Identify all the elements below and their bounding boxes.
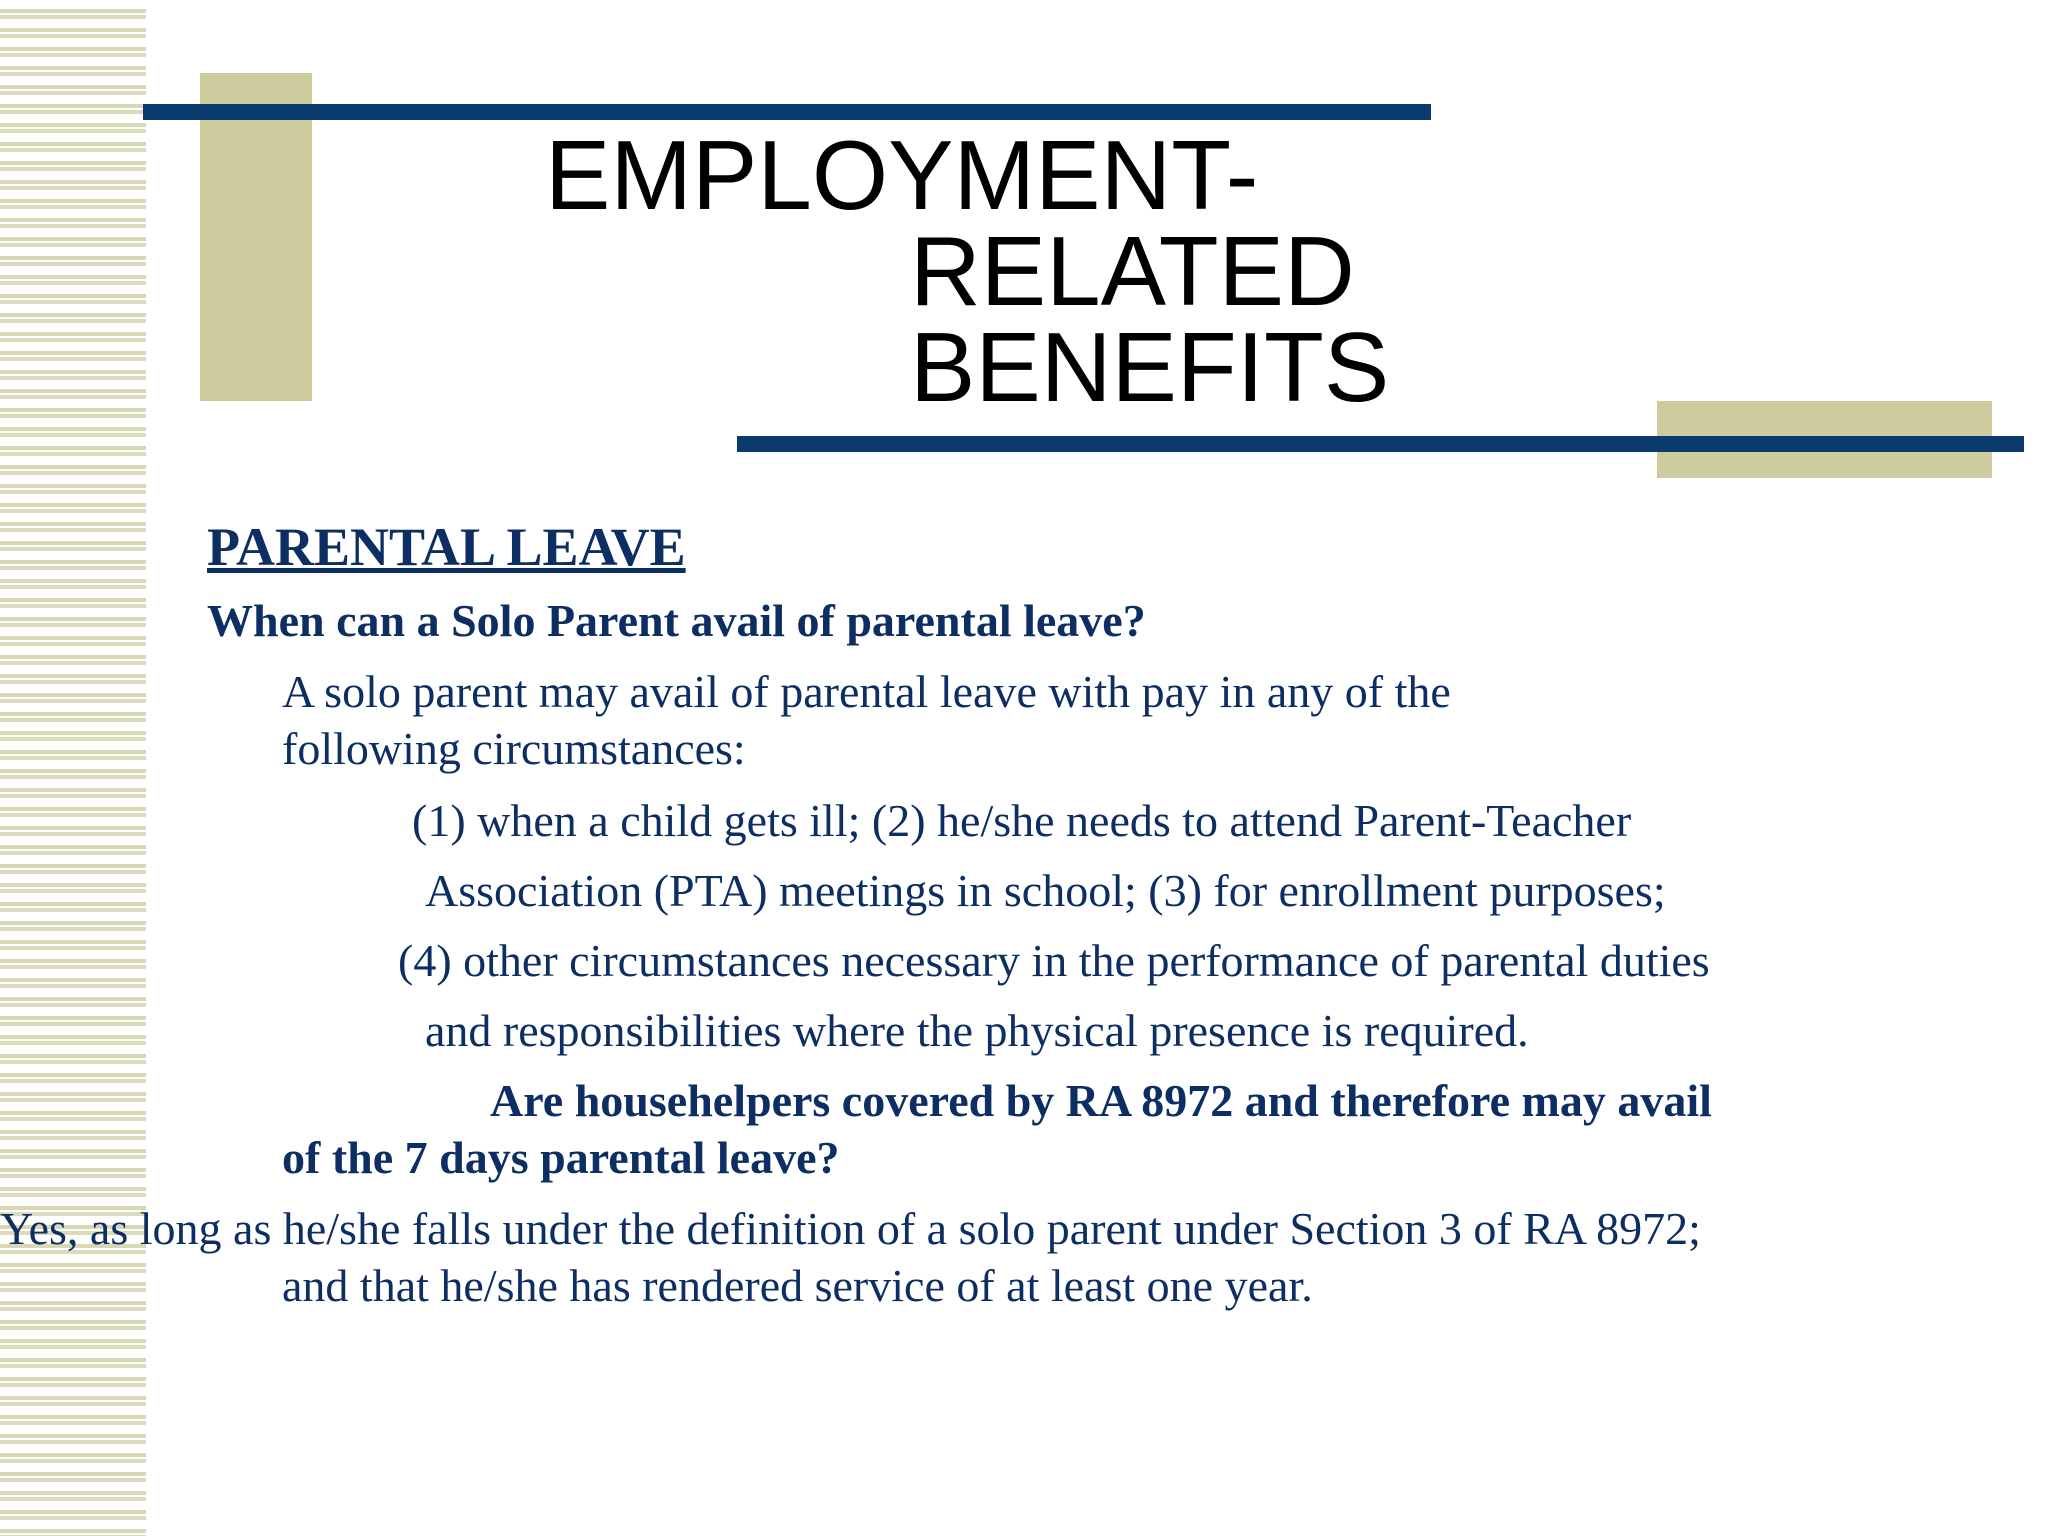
slide-title-line-1: EMPLOYMENT- <box>545 120 1259 230</box>
title-top-rule <box>143 104 1431 120</box>
question-2-line-2: of the 7 days parental leave? <box>282 1132 840 1183</box>
decorative-stripes <box>0 0 146 1536</box>
question-1: When can a Solo Parent avail of parental leave? <box>207 595 1146 646</box>
answer-line-2: and that he/she has rendered service of at least one year. <box>282 1260 1313 1311</box>
circumstance-line-4: and responsibilities where the physical presence is required. <box>425 1005 1529 1056</box>
circumstance-line-1: (1) when a child gets ill; (2) he/she needs to attend Parent-Teacher <box>412 795 1632 846</box>
section-heading: PARENTAL LEAVE <box>207 517 686 577</box>
intro-line-1: A solo parent may avail of parental leave with pay in any of the <box>282 666 1451 717</box>
slide-title-line-2: RELATED <box>910 216 1355 326</box>
intro-line-2: following circumstances: <box>282 723 746 774</box>
answer-line-1: Yes, as long as he/she falls under the definition of a solo parent under Section 3 of RA 8972; <box>0 1203 1701 1254</box>
circumstance-line-3: (4) other circumstances necessary in the performance of parental duties <box>398 935 1710 986</box>
title-accent-block-left <box>200 73 312 401</box>
title-bottom-rule <box>737 436 2024 452</box>
question-2-line-1: Are househelpers covered by RA 8972 and therefore may avail <box>490 1075 1712 1126</box>
circumstance-line-2: Association (PTA) meetings in school; (3) for enrollment purposes; <box>425 865 1666 916</box>
slide-title-line-3: BENEFITS <box>910 312 1390 422</box>
